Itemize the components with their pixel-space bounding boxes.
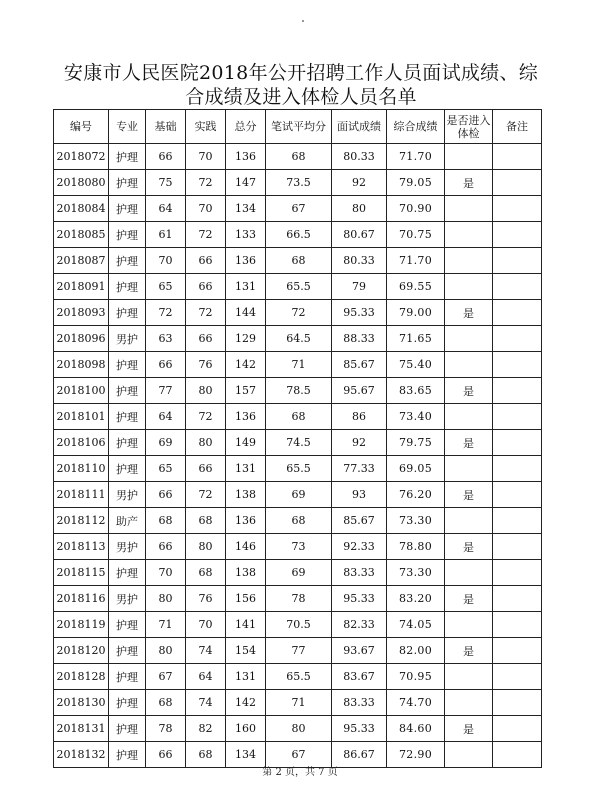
cell-health-check: 是 bbox=[445, 534, 493, 560]
cell-health-check: 是 bbox=[445, 586, 493, 612]
cell-interview: 80 bbox=[332, 196, 387, 222]
document-title bbox=[40, 61, 562, 109]
cell-base: 68 bbox=[146, 508, 186, 534]
cell-total: 129 bbox=[226, 326, 266, 352]
title-line-2: 合成绩及进入体检人员名单 bbox=[185, 85, 417, 108]
table-row bbox=[54, 144, 542, 170]
cell-major: 护理 bbox=[109, 170, 146, 196]
cell-practice: 72 bbox=[186, 222, 226, 248]
cell-total: 136 bbox=[226, 144, 266, 170]
cell-composite: 70.75 bbox=[387, 222, 445, 248]
cell-note bbox=[493, 716, 542, 742]
cell-composite: 83.20 bbox=[387, 586, 445, 612]
cell-note bbox=[493, 638, 542, 664]
cell-major: 护理 bbox=[109, 560, 146, 586]
cell-major: 护理 bbox=[109, 144, 146, 170]
table-row bbox=[54, 248, 542, 274]
cell-health-check bbox=[445, 508, 493, 534]
cell-total: 138 bbox=[226, 560, 266, 586]
cell-practice: 76 bbox=[186, 352, 226, 378]
cell-practice: 80 bbox=[186, 378, 226, 404]
cell-total: 136 bbox=[226, 404, 266, 430]
scan-speck bbox=[302, 20, 304, 22]
table-row bbox=[54, 638, 542, 664]
cell-major: 护理 bbox=[109, 430, 146, 456]
cell-interview: 86.67 bbox=[332, 742, 387, 768]
cell-written-avg: 69 bbox=[266, 482, 332, 508]
table-row bbox=[54, 612, 542, 638]
cell-composite: 71.65 bbox=[387, 326, 445, 352]
cell-written-avg: 67 bbox=[266, 196, 332, 222]
table-row bbox=[54, 456, 542, 482]
cell-practice: 72 bbox=[186, 482, 226, 508]
cell-interview: 80.33 bbox=[332, 248, 387, 274]
cell-health-check: 是 bbox=[445, 716, 493, 742]
table-row bbox=[54, 586, 542, 612]
cell-base: 64 bbox=[146, 404, 186, 430]
cell-written-avg: 72 bbox=[266, 300, 332, 326]
cell-total: 157 bbox=[226, 378, 266, 404]
cell-base: 67 bbox=[146, 664, 186, 690]
header-health-check: 是否进入体检 bbox=[445, 110, 493, 144]
cell-health-check: 是 bbox=[445, 430, 493, 456]
cell-written-avg: 68 bbox=[266, 248, 332, 274]
cell-interview: 83.67 bbox=[332, 664, 387, 690]
cell-id: 2018100 bbox=[54, 378, 109, 404]
cell-id: 2018119 bbox=[54, 612, 109, 638]
cell-total: 160 bbox=[226, 716, 266, 742]
cell-total: 136 bbox=[226, 508, 266, 534]
cell-interview: 95.33 bbox=[332, 300, 387, 326]
cell-major: 护理 bbox=[109, 378, 146, 404]
cell-note bbox=[493, 508, 542, 534]
cell-practice: 80 bbox=[186, 534, 226, 560]
cell-major: 护理 bbox=[109, 612, 146, 638]
cell-practice: 72 bbox=[186, 404, 226, 430]
cell-major: 护理 bbox=[109, 716, 146, 742]
cell-id: 2018096 bbox=[54, 326, 109, 352]
cell-written-avg: 71 bbox=[266, 690, 332, 716]
cell-interview: 93.67 bbox=[332, 638, 387, 664]
cell-base: 61 bbox=[146, 222, 186, 248]
cell-total: 131 bbox=[226, 456, 266, 482]
header-composite: 综合成绩 bbox=[387, 110, 445, 144]
title-line-1: 安康市人民医院2018年公开招聘工作人员面试成绩、综 bbox=[63, 61, 539, 84]
table-row bbox=[54, 222, 542, 248]
cell-practice: 70 bbox=[186, 196, 226, 222]
cell-composite: 69.05 bbox=[387, 456, 445, 482]
cell-id: 2018112 bbox=[54, 508, 109, 534]
cell-written-avg: 73.5 bbox=[266, 170, 332, 196]
cell-health-check bbox=[445, 690, 493, 716]
table-row bbox=[54, 430, 542, 456]
cell-total: 134 bbox=[226, 742, 266, 768]
cell-health-check: 是 bbox=[445, 482, 493, 508]
cell-id: 2018132 bbox=[54, 742, 109, 768]
cell-interview: 92.33 bbox=[332, 534, 387, 560]
cell-written-avg: 80 bbox=[266, 716, 332, 742]
cell-base: 72 bbox=[146, 300, 186, 326]
cell-composite: 82.00 bbox=[387, 638, 445, 664]
cell-total: 146 bbox=[226, 534, 266, 560]
cell-major: 护理 bbox=[109, 300, 146, 326]
cell-composite: 70.90 bbox=[387, 196, 445, 222]
table-row bbox=[54, 664, 542, 690]
header-major: 专业 bbox=[109, 110, 146, 144]
cell-note bbox=[493, 664, 542, 690]
cell-interview: 83.33 bbox=[332, 690, 387, 716]
cell-major: 护理 bbox=[109, 196, 146, 222]
cell-interview: 77.33 bbox=[332, 456, 387, 482]
cell-note bbox=[493, 612, 542, 638]
cell-composite: 73.30 bbox=[387, 508, 445, 534]
cell-total: 138 bbox=[226, 482, 266, 508]
cell-practice: 66 bbox=[186, 326, 226, 352]
cell-practice: 72 bbox=[186, 170, 226, 196]
cell-note bbox=[493, 404, 542, 430]
cell-base: 66 bbox=[146, 482, 186, 508]
cell-total: 154 bbox=[226, 638, 266, 664]
table-row bbox=[54, 274, 542, 300]
cell-practice: 74 bbox=[186, 638, 226, 664]
cell-practice: 80 bbox=[186, 430, 226, 456]
cell-written-avg: 68 bbox=[266, 144, 332, 170]
cell-health-check bbox=[445, 196, 493, 222]
table-row bbox=[54, 378, 542, 404]
cell-written-avg: 65.5 bbox=[266, 274, 332, 300]
cell-total: 149 bbox=[226, 430, 266, 456]
cell-total: 133 bbox=[226, 222, 266, 248]
cell-composite: 78.80 bbox=[387, 534, 445, 560]
cell-base: 68 bbox=[146, 690, 186, 716]
table-header bbox=[54, 110, 542, 144]
cell-id: 2018072 bbox=[54, 144, 109, 170]
cell-id: 2018084 bbox=[54, 196, 109, 222]
cell-practice: 76 bbox=[186, 586, 226, 612]
cell-major: 护理 bbox=[109, 742, 146, 768]
cell-major: 男护 bbox=[109, 326, 146, 352]
cell-interview: 82.33 bbox=[332, 612, 387, 638]
cell-id: 2018120 bbox=[54, 638, 109, 664]
page-footer: 第 2 页，共 7 页 bbox=[262, 767, 338, 778]
cell-note bbox=[493, 274, 542, 300]
cell-written-avg: 67 bbox=[266, 742, 332, 768]
cell-base: 66 bbox=[146, 144, 186, 170]
cell-composite: 79.05 bbox=[387, 170, 445, 196]
cell-major: 护理 bbox=[109, 274, 146, 300]
cell-health-check bbox=[445, 404, 493, 430]
cell-interview: 85.67 bbox=[332, 352, 387, 378]
table-row bbox=[54, 196, 542, 222]
cell-total: 134 bbox=[226, 196, 266, 222]
cell-interview: 92 bbox=[332, 170, 387, 196]
header-id: 编号 bbox=[54, 110, 109, 144]
cell-major: 助产 bbox=[109, 508, 146, 534]
cell-base: 66 bbox=[146, 742, 186, 768]
cell-id: 2018116 bbox=[54, 586, 109, 612]
cell-id: 2018106 bbox=[54, 430, 109, 456]
cell-base: 70 bbox=[146, 560, 186, 586]
table-row bbox=[54, 716, 542, 742]
cell-interview: 93 bbox=[332, 482, 387, 508]
cell-composite: 74.05 bbox=[387, 612, 445, 638]
cell-practice: 68 bbox=[186, 560, 226, 586]
cell-base: 65 bbox=[146, 456, 186, 482]
cell-practice: 72 bbox=[186, 300, 226, 326]
cell-major: 护理 bbox=[109, 456, 146, 482]
cell-practice: 70 bbox=[186, 144, 226, 170]
cell-interview: 85.67 bbox=[332, 508, 387, 534]
cell-base: 65 bbox=[146, 274, 186, 300]
cell-written-avg: 70.5 bbox=[266, 612, 332, 638]
cell-health-check bbox=[445, 352, 493, 378]
cell-total: 136 bbox=[226, 248, 266, 274]
cell-interview: 95.33 bbox=[332, 716, 387, 742]
cell-base: 80 bbox=[146, 638, 186, 664]
cell-major: 护理 bbox=[109, 690, 146, 716]
cell-composite: 79.75 bbox=[387, 430, 445, 456]
cell-written-avg: 66.5 bbox=[266, 222, 332, 248]
cell-note bbox=[493, 170, 542, 196]
cell-total: 142 bbox=[226, 690, 266, 716]
cell-note bbox=[493, 586, 542, 612]
table-row bbox=[54, 300, 542, 326]
header-base: 基础 bbox=[146, 110, 186, 144]
cell-practice: 68 bbox=[186, 742, 226, 768]
cell-interview: 79 bbox=[332, 274, 387, 300]
cell-id: 2018098 bbox=[54, 352, 109, 378]
cell-interview: 88.33 bbox=[332, 326, 387, 352]
cell-interview: 83.33 bbox=[332, 560, 387, 586]
cell-id: 2018093 bbox=[54, 300, 109, 326]
cell-total: 131 bbox=[226, 274, 266, 300]
cell-health-check bbox=[445, 326, 493, 352]
cell-composite: 75.40 bbox=[387, 352, 445, 378]
cell-id: 2018091 bbox=[54, 274, 109, 300]
cell-interview: 86 bbox=[332, 404, 387, 430]
cell-id: 2018080 bbox=[54, 170, 109, 196]
cell-composite: 72.90 bbox=[387, 742, 445, 768]
cell-id: 2018131 bbox=[54, 716, 109, 742]
header-total: 总分 bbox=[226, 110, 266, 144]
cell-base: 75 bbox=[146, 170, 186, 196]
cell-practice: 66 bbox=[186, 274, 226, 300]
cell-written-avg: 65.5 bbox=[266, 664, 332, 690]
cell-written-avg: 68 bbox=[266, 508, 332, 534]
cell-composite: 79.00 bbox=[387, 300, 445, 326]
header-written-avg: 笔试平均分 bbox=[266, 110, 332, 144]
cell-note bbox=[493, 378, 542, 404]
table-row bbox=[54, 690, 542, 716]
cell-id: 2018101 bbox=[54, 404, 109, 430]
cell-health-check: 是 bbox=[445, 300, 493, 326]
cell-interview: 95.33 bbox=[332, 586, 387, 612]
cell-interview: 80.67 bbox=[332, 222, 387, 248]
cell-written-avg: 68 bbox=[266, 404, 332, 430]
results-table bbox=[53, 109, 542, 768]
cell-note bbox=[493, 144, 542, 170]
cell-note bbox=[493, 482, 542, 508]
cell-written-avg: 78.5 bbox=[266, 378, 332, 404]
cell-note bbox=[493, 560, 542, 586]
cell-practice: 82 bbox=[186, 716, 226, 742]
cell-id: 2018130 bbox=[54, 690, 109, 716]
cell-major: 护理 bbox=[109, 404, 146, 430]
cell-practice: 68 bbox=[186, 508, 226, 534]
cell-id: 2018128 bbox=[54, 664, 109, 690]
cell-composite: 76.20 bbox=[387, 482, 445, 508]
cell-major: 护理 bbox=[109, 664, 146, 690]
cell-total: 142 bbox=[226, 352, 266, 378]
cell-written-avg: 78 bbox=[266, 586, 332, 612]
cell-major: 护理 bbox=[109, 352, 146, 378]
cell-id: 2018113 bbox=[54, 534, 109, 560]
cell-total: 156 bbox=[226, 586, 266, 612]
cell-note bbox=[493, 222, 542, 248]
cell-written-avg: 69 bbox=[266, 560, 332, 586]
cell-base: 63 bbox=[146, 326, 186, 352]
cell-interview: 92 bbox=[332, 430, 387, 456]
cell-base: 66 bbox=[146, 534, 186, 560]
cell-note bbox=[493, 456, 542, 482]
cell-id: 2018087 bbox=[54, 248, 109, 274]
cell-note bbox=[493, 430, 542, 456]
cell-health-check: 是 bbox=[445, 638, 493, 664]
cell-note bbox=[493, 196, 542, 222]
cell-practice: 74 bbox=[186, 690, 226, 716]
cell-base: 71 bbox=[146, 612, 186, 638]
cell-id: 2018111 bbox=[54, 482, 109, 508]
cell-practice: 64 bbox=[186, 664, 226, 690]
header-interview: 面试成绩 bbox=[332, 110, 387, 144]
cell-written-avg: 71 bbox=[266, 352, 332, 378]
cell-note bbox=[493, 352, 542, 378]
cell-health-check: 是 bbox=[445, 170, 493, 196]
cell-base: 77 bbox=[146, 378, 186, 404]
cell-health-check bbox=[445, 664, 493, 690]
cell-written-avg: 73 bbox=[266, 534, 332, 560]
cell-composite: 73.40 bbox=[387, 404, 445, 430]
cell-base: 66 bbox=[146, 352, 186, 378]
cell-composite: 71.70 bbox=[387, 248, 445, 274]
cell-health-check bbox=[445, 560, 493, 586]
table-row bbox=[54, 170, 542, 196]
cell-interview: 95.67 bbox=[332, 378, 387, 404]
cell-health-check bbox=[445, 456, 493, 482]
cell-composite: 83.65 bbox=[387, 378, 445, 404]
cell-written-avg: 77 bbox=[266, 638, 332, 664]
table-row bbox=[54, 352, 542, 378]
header-note: 备注 bbox=[493, 110, 542, 144]
cell-base: 78 bbox=[146, 716, 186, 742]
cell-health-check bbox=[445, 222, 493, 248]
cell-total: 147 bbox=[226, 170, 266, 196]
cell-composite: 70.95 bbox=[387, 664, 445, 690]
table-row bbox=[54, 482, 542, 508]
cell-major: 护理 bbox=[109, 222, 146, 248]
cell-health-check: 是 bbox=[445, 378, 493, 404]
table-row bbox=[54, 404, 542, 430]
table-row bbox=[54, 508, 542, 534]
cell-total: 141 bbox=[226, 612, 266, 638]
cell-note bbox=[493, 690, 542, 716]
cell-base: 64 bbox=[146, 196, 186, 222]
cell-written-avg: 64.5 bbox=[266, 326, 332, 352]
cell-note bbox=[493, 300, 542, 326]
cell-written-avg: 74.5 bbox=[266, 430, 332, 456]
cell-interview: 80.33 bbox=[332, 144, 387, 170]
cell-note bbox=[493, 326, 542, 352]
cell-major: 男护 bbox=[109, 534, 146, 560]
cell-major: 护理 bbox=[109, 248, 146, 274]
cell-major: 男护 bbox=[109, 586, 146, 612]
cell-composite: 71.70 bbox=[387, 144, 445, 170]
cell-composite: 84.60 bbox=[387, 716, 445, 742]
table-row bbox=[54, 534, 542, 560]
cell-health-check bbox=[445, 274, 493, 300]
cell-major: 护理 bbox=[109, 638, 146, 664]
cell-id: 2018110 bbox=[54, 456, 109, 482]
cell-health-check bbox=[445, 144, 493, 170]
cell-total: 131 bbox=[226, 664, 266, 690]
cell-note bbox=[493, 534, 542, 560]
cell-practice: 70 bbox=[186, 612, 226, 638]
table-body bbox=[54, 144, 542, 768]
cell-id: 2018085 bbox=[54, 222, 109, 248]
cell-base: 69 bbox=[146, 430, 186, 456]
header-practice: 实践 bbox=[186, 110, 226, 144]
cell-practice: 66 bbox=[186, 456, 226, 482]
table-row bbox=[54, 560, 542, 586]
cell-composite: 73.30 bbox=[387, 560, 445, 586]
cell-composite: 69.55 bbox=[387, 274, 445, 300]
cell-total: 144 bbox=[226, 300, 266, 326]
cell-note bbox=[493, 248, 542, 274]
cell-base: 80 bbox=[146, 586, 186, 612]
cell-id: 2018115 bbox=[54, 560, 109, 586]
cell-practice: 66 bbox=[186, 248, 226, 274]
cell-composite: 74.70 bbox=[387, 690, 445, 716]
header-row bbox=[54, 110, 542, 144]
cell-written-avg: 65.5 bbox=[266, 456, 332, 482]
cell-base: 70 bbox=[146, 248, 186, 274]
cell-major: 男护 bbox=[109, 482, 146, 508]
cell-health-check bbox=[445, 612, 493, 638]
table-row bbox=[54, 326, 542, 352]
cell-health-check bbox=[445, 248, 493, 274]
